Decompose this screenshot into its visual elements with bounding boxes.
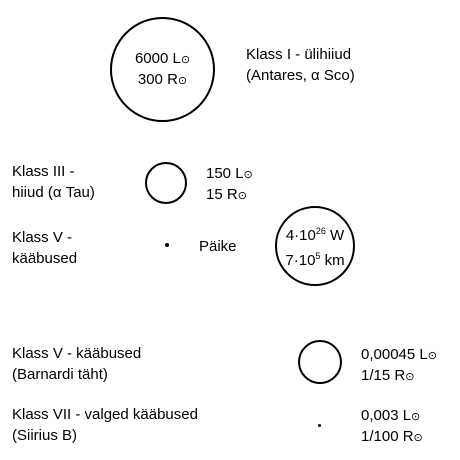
supergiant-circle <box>110 17 215 122</box>
white-dwarf-class-line1: Klass VII - valged kääbused <box>12 406 198 423</box>
sun-symbol: ⊙ <box>177 74 188 87</box>
sun-class-line1: Klass V - <box>12 229 73 246</box>
dwarf-class-line1: Klass V - kääbused <box>12 345 142 362</box>
giant-circle <box>145 162 187 204</box>
dwarf-circle <box>298 340 342 384</box>
supergiant-radius: 300 R⊙ <box>137 70 188 88</box>
dwarf-radius: 1/15 R⊙ <box>361 367 415 384</box>
sun-name: Päike <box>199 238 237 255</box>
sun-power: $4\cdot 10^{26}$ W <box>285 226 345 244</box>
sun-symbol: ⊙ <box>237 190 247 202</box>
sun-symbol: ⊙ <box>405 371 415 383</box>
dwarf-class-line2: (Barnardi täht) <box>12 366 108 383</box>
white-dwarf-luminosity: 0,003 L⊙ <box>361 407 421 424</box>
white-dwarf-radius: 1/100 R⊙ <box>361 428 423 445</box>
giant-luminosity: 150 L⊙ <box>206 165 253 182</box>
sun-symbol: ⊙ <box>411 411 421 423</box>
dwarf-luminosity: 0,00045 L⊙ <box>361 346 437 363</box>
sun-dot <box>165 243 169 247</box>
sun-symbol: ⊙ <box>427 350 437 362</box>
supergiant-example-label: (Antares, α Sco) <box>246 67 355 84</box>
sun-symbol: ⊙ <box>180 53 191 66</box>
white-dwarf-class-line2: (Siirius B) <box>12 427 78 444</box>
sun-class-line2: kääbused <box>12 250 78 267</box>
sun-symbol: ⊙ <box>413 432 423 444</box>
sun-radius: $7\cdot 10^5$ km <box>285 251 345 269</box>
sun-circle <box>275 206 355 286</box>
supergiant-luminosity: 6000 L⊙ <box>134 49 191 67</box>
supergiant-class-label: Klass I - ülihiiud <box>246 46 352 63</box>
white-dwarf-dot <box>318 424 321 427</box>
sun-symbol: ⊙ <box>243 169 253 181</box>
giant-class-line1: Klass III - <box>12 163 75 180</box>
giant-radius: 15 R⊙ <box>206 186 247 203</box>
giant-class-line2: hiiud (α Tau) <box>12 184 95 201</box>
